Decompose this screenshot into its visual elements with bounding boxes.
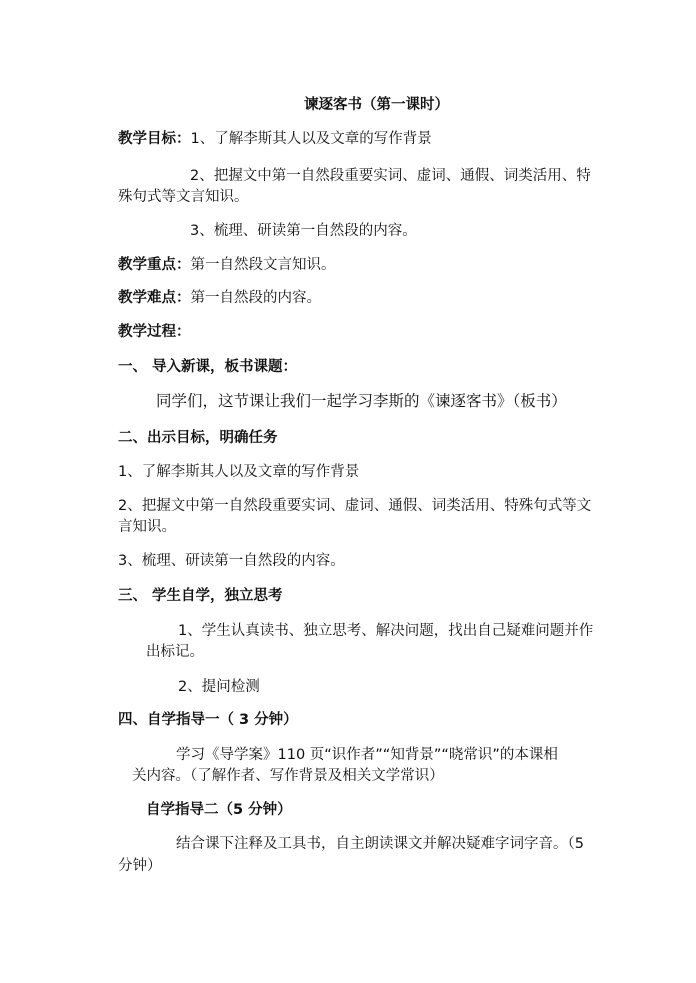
section4-text-line1: 学习《导学案》110 页“识作者”“知背景”“晓常识”的本课相	[176, 747, 558, 763]
doc-title: 谏逐客书（第一课时）	[304, 97, 449, 113]
section2-item2-line1: 2、把握文中第一自然段重要实词、虚词、通假、词类活用、特殊句式等文	[118, 498, 592, 514]
section3-item1-line1: 1、学生认真读书、独立思考、解决问题，找出自己疑难问题并作	[178, 623, 594, 639]
section3-heading: 三、 学生自学，独立思考	[118, 588, 283, 604]
objectives-item3: 3、梳理、研读第一自然段的内容。	[190, 223, 417, 239]
key-points-label: 教学重点：	[118, 257, 191, 273]
objectives-item1: 1、了解李斯其人以及文章的写作背景	[190, 131, 432, 147]
objectives-item2-line1: 2、把握文中第一自然段重要实词、虚词、通假、词类活用、特	[190, 168, 591, 184]
key-points-text: 第一自然段文言知识。	[190, 257, 336, 273]
objectives-label: 教学目标：	[118, 131, 191, 147]
section4-sub-text-line2: 分钟）	[118, 858, 162, 874]
section2-heading: 二、出示目标，明确任务	[118, 430, 278, 446]
section2-item3: 3、梳理、研读第一自然段的内容。	[118, 553, 345, 569]
section4-heading: 四、自学指导一（ 3 分钟）	[118, 712, 298, 728]
section4-text-line2: 关内容。（了解作者、写作背景及相关文学常识）	[132, 768, 444, 784]
section1-text: 同学们，这节课让我们一起学习李斯的《谏逐客书》（板书）	[156, 392, 567, 410]
objectives-item2-line2: 殊句式等文言知识。	[118, 189, 249, 205]
section2-item2-line2: 言知识。	[118, 519, 176, 535]
section3-item2: 2、提问检测	[178, 679, 260, 695]
section4-sub-text-line1: 结合课下注释及工具书，自主朗读课文并解决疑难字词字音。（5	[176, 836, 584, 852]
difficulties-text: 第一自然段的内容。	[190, 290, 321, 306]
difficulties-row	[118, 288, 321, 308]
difficulties-label: 教学难点：	[118, 290, 191, 306]
section3-item1-line2: 出标记。	[146, 644, 204, 660]
section4-sub-heading: 自学指导二（5 分钟）	[146, 802, 292, 818]
objectives-item1-row	[118, 129, 432, 149]
key-points-row	[118, 255, 336, 275]
process-label: 教学过程：	[118, 324, 191, 340]
section1-heading: 一、 导入新课，板书课题：	[118, 359, 298, 375]
section2-item1: 1、了解李斯其人以及文章的写作背景	[118, 464, 360, 480]
